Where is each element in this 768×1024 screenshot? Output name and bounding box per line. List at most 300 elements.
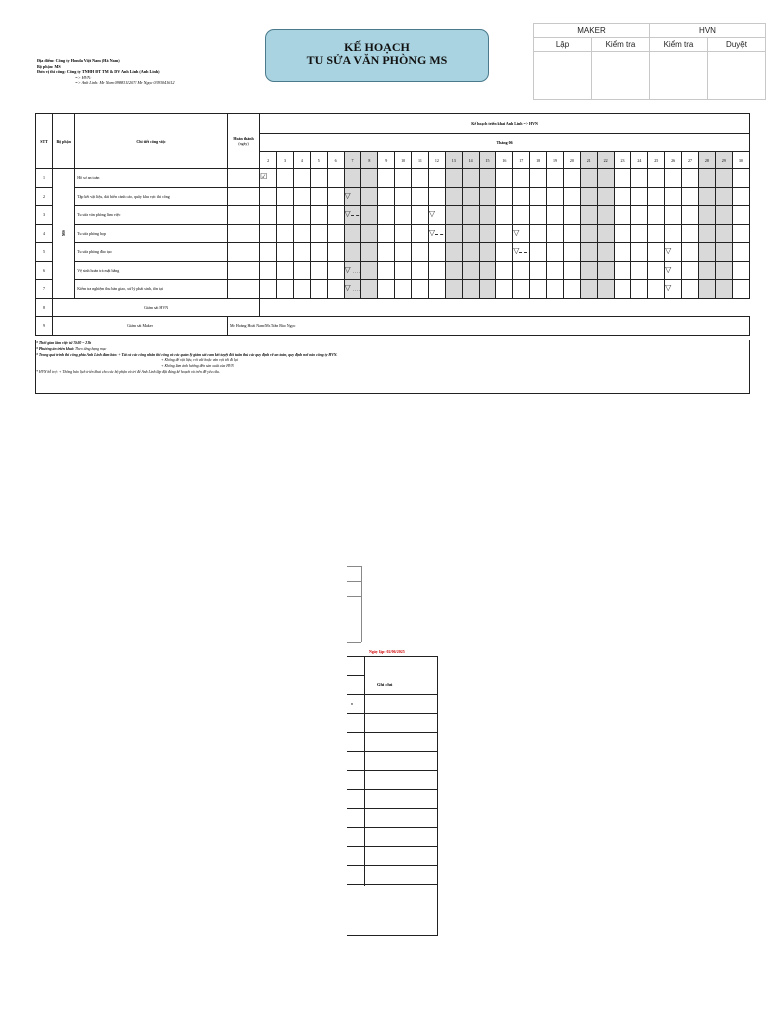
fragment-mark: n	[351, 701, 353, 706]
day-header: 30	[732, 152, 749, 169]
day-cell	[530, 243, 547, 262]
fragment-row-line	[347, 884, 438, 885]
day-cell	[327, 261, 344, 280]
table-row	[36, 224, 750, 243]
day-cell	[428, 224, 445, 243]
day-header: 28	[698, 152, 715, 169]
supervise-hvn-label: Giám sát HVN	[53, 298, 260, 317]
day-cell	[428, 243, 445, 262]
day-cell	[277, 206, 294, 225]
row-stt: 5	[36, 243, 53, 262]
task-duration	[227, 224, 259, 243]
task-duration	[227, 206, 259, 225]
day-header: 29	[715, 152, 732, 169]
day-cell	[344, 206, 361, 225]
signature-cell	[534, 52, 592, 100]
day-cell	[698, 224, 715, 243]
note-support: + Thông báo lịch triển khai cho các bộ phận và trí để Anh Linh lập đặt đúng kế hoạch và trên đề yêu cầu.	[58, 369, 220, 374]
day-cell	[327, 243, 344, 262]
day-cell	[395, 261, 412, 280]
milestone-triangle-icon: ▽	[344, 283, 351, 292]
day-cell	[698, 206, 715, 225]
day-cell	[310, 187, 327, 206]
header-plan: Kế hoạch triển khai Anh Linh => HVN	[260, 114, 750, 134]
approval-group-maker: MAKER	[534, 24, 650, 38]
day-header: 14	[462, 152, 479, 169]
supervise-hvn-cell	[260, 298, 750, 317]
day-cell	[580, 224, 597, 243]
day-header: 24	[631, 152, 648, 169]
milestone-triangle-icon: ▽	[513, 227, 520, 237]
day-cell	[344, 261, 361, 280]
day-cell	[563, 206, 580, 225]
day-cell	[277, 187, 294, 206]
day-cell	[496, 280, 513, 299]
table-row	[36, 169, 750, 188]
day-cell	[260, 224, 277, 243]
dept-ms: MS	[61, 229, 67, 236]
task-detail: Tập kết vật liệu, dải biển cảnh cáo, quây khu vực thi công	[75, 187, 228, 206]
notes-left-border	[35, 340, 36, 394]
task-detail: Kiểm tra nghiệm thu bàn giao, xử lý phát sinh, tồn tại	[75, 280, 228, 299]
row-stt: 9	[36, 317, 53, 336]
day-cell	[631, 224, 648, 243]
day-cell	[732, 187, 749, 206]
day-header: 5	[310, 152, 327, 169]
table-row	[36, 243, 750, 262]
day-cell	[479, 261, 496, 280]
day-cell	[614, 206, 631, 225]
day-header: 16	[496, 152, 513, 169]
day-cell	[715, 243, 732, 262]
supervise-maker-label: Giám sát Maker	[53, 317, 228, 336]
day-cell	[665, 224, 682, 243]
day-cell	[344, 243, 361, 262]
day-cell	[445, 206, 462, 225]
day-cell	[412, 243, 429, 262]
day-cell	[428, 261, 445, 280]
day-cell	[412, 206, 429, 225]
day-cell	[597, 224, 614, 243]
day-cell	[513, 280, 530, 299]
day-cell	[513, 261, 530, 280]
day-cell	[479, 187, 496, 206]
day-cell	[412, 169, 429, 188]
fragment-row-line	[347, 789, 438, 790]
day-cell	[496, 206, 513, 225]
day-header: 25	[648, 152, 665, 169]
day-cell	[547, 243, 564, 262]
day-cell	[361, 243, 378, 262]
day-cell	[597, 243, 614, 262]
day-cell	[648, 224, 665, 243]
day-cell	[530, 206, 547, 225]
day-cell	[310, 261, 327, 280]
table-row	[36, 187, 750, 206]
milestone-triangle-icon: ▽	[344, 209, 351, 218]
day-cell	[293, 206, 310, 225]
day-cell	[732, 280, 749, 299]
table-row	[36, 206, 750, 225]
day-cell	[614, 243, 631, 262]
fragment-line	[347, 642, 361, 643]
day-cell	[563, 187, 580, 206]
day-cell	[563, 224, 580, 243]
day-cell	[445, 187, 462, 206]
task-detail: Hồ sơ an toàn	[75, 169, 228, 188]
day-cell	[715, 280, 732, 299]
day-cell	[445, 261, 462, 280]
day-cell	[327, 187, 344, 206]
row-stt: 7	[36, 280, 53, 299]
day-cell	[563, 280, 580, 299]
day-header: 18	[530, 152, 547, 169]
day-header: 26	[665, 152, 682, 169]
day-cell	[614, 261, 631, 280]
day-cell	[327, 280, 344, 299]
day-cell	[412, 224, 429, 243]
day-cell	[715, 261, 732, 280]
day-cell	[496, 224, 513, 243]
notes-block	[36, 341, 338, 376]
day-cell	[682, 280, 699, 299]
day-cell	[479, 280, 496, 299]
task-detail: Tu sửa phòng họp	[75, 224, 228, 243]
day-cell	[293, 243, 310, 262]
signature-cell	[650, 52, 708, 100]
day-cell	[648, 187, 665, 206]
day-cell	[580, 243, 597, 262]
day-cell	[631, 280, 648, 299]
created-date: Ngày lập: 02/06/2025	[369, 649, 405, 654]
info-location: Địa điểm: Công ty Honda Việt Nam (Hà Nam)	[37, 58, 120, 63]
day-cell	[462, 224, 479, 243]
task-duration	[227, 187, 259, 206]
ghi-chu-header: Ghi chú	[377, 682, 393, 687]
day-cell	[682, 243, 699, 262]
day-cell	[378, 280, 395, 299]
day-cell	[682, 261, 699, 280]
approval-role: Lập	[534, 38, 592, 52]
day-cell	[513, 169, 530, 188]
day-cell	[361, 169, 378, 188]
task-duration	[227, 280, 259, 299]
fragment-row-line	[347, 846, 438, 847]
day-cell	[547, 169, 564, 188]
day-cell	[513, 224, 530, 243]
day-cell	[361, 206, 378, 225]
day-cell	[530, 224, 547, 243]
day-cell	[462, 169, 479, 188]
day-cell	[277, 224, 294, 243]
day-header: 2	[260, 152, 277, 169]
day-cell	[260, 206, 277, 225]
day-cell	[682, 169, 699, 188]
milestone-triangle-icon: ▽	[513, 246, 520, 255]
dept-cell	[53, 169, 75, 299]
day-cell	[631, 187, 648, 206]
task-detail: Tu sửa văn phòng làm việc	[75, 206, 228, 225]
day-header: 8	[361, 152, 378, 169]
day-cell	[479, 169, 496, 188]
note-commit-c: + Không làm ảnh hưởng đến sản xuất của HVN	[161, 364, 234, 369]
day-cell	[715, 224, 732, 243]
note-method-label: * Phương án triển khai:	[36, 346, 75, 351]
milestone-triangle-icon: ▽	[665, 246, 672, 255]
day-cell	[631, 261, 648, 280]
day-cell	[428, 280, 445, 299]
day-cell	[260, 169, 277, 188]
approval-role: Kiểm tra	[650, 38, 708, 52]
task-detail: Vệ sinh hoàn trả mặt bằng	[75, 261, 228, 280]
fragment-line	[347, 596, 361, 597]
fragment-row-line	[347, 808, 438, 809]
day-cell	[597, 169, 614, 188]
day-header: 12	[428, 152, 445, 169]
note-commit-label: * Trong quá trình thi công phía Anh Linh đảm bảo:	[36, 352, 118, 357]
day-cell	[395, 280, 412, 299]
fragment-row-line	[347, 675, 364, 676]
table-row	[36, 261, 750, 280]
day-cell	[277, 280, 294, 299]
note-commit-a: + Tất cả các công nhân thi công và các quản lý giám sát cam kết tuyệt đối tuân thủ các quy định về an toàn, quy định nơi nào công ty HVN.	[118, 352, 338, 357]
day-cell	[614, 224, 631, 243]
day-cell	[698, 169, 715, 188]
day-cell	[327, 224, 344, 243]
day-cell	[462, 206, 479, 225]
day-cell	[580, 169, 597, 188]
day-cell	[344, 187, 361, 206]
day-cell	[428, 169, 445, 188]
day-cell	[462, 243, 479, 262]
header-stt: STT	[36, 114, 53, 169]
milestone-triangle-icon: ▽	[665, 283, 672, 292]
day-cell	[378, 224, 395, 243]
day-cell	[665, 206, 682, 225]
day-cell	[715, 206, 732, 225]
task-duration	[227, 243, 259, 262]
day-cell	[293, 169, 310, 188]
day-cell	[361, 224, 378, 243]
day-cell	[378, 243, 395, 262]
day-cell	[732, 243, 749, 262]
supervise-maker-names: Mr Hoàng Hoài Nam/Mr.Trần Bảo Ngọc	[227, 317, 749, 336]
day-header: 17	[513, 152, 530, 169]
day-cell	[445, 169, 462, 188]
day-header: 3	[277, 152, 294, 169]
day-cell	[479, 224, 496, 243]
fragment-row-line	[347, 713, 438, 714]
day-header: 13	[445, 152, 462, 169]
info-hvn: => HVN:	[75, 74, 92, 80]
fragment-line	[361, 566, 362, 642]
day-cell	[479, 206, 496, 225]
day-cell	[563, 243, 580, 262]
day-cell	[462, 280, 479, 299]
day-cell	[260, 261, 277, 280]
day-cell	[378, 206, 395, 225]
day-cell	[530, 169, 547, 188]
day-cell	[361, 187, 378, 206]
day-cell	[682, 187, 699, 206]
task-detail: Tu sửa phòng đào tạo	[75, 243, 228, 262]
day-cell	[631, 169, 648, 188]
day-cell	[412, 187, 429, 206]
day-cell	[732, 261, 749, 280]
day-header: 19	[547, 152, 564, 169]
notes-bottom-border	[35, 393, 750, 394]
day-cell	[597, 280, 614, 299]
day-cell	[479, 243, 496, 262]
info-contact: => Anh Linh: Mr Nam 0988311207/ Mr Ngọc 0393041612	[75, 80, 175, 86]
note-support-label: * HVN hỗ trợ:	[36, 369, 58, 374]
day-cell	[277, 261, 294, 280]
day-cell	[395, 206, 412, 225]
day-cell	[580, 206, 597, 225]
day-cell	[395, 243, 412, 262]
table-row	[36, 280, 750, 299]
fragment-row-line	[347, 694, 438, 695]
day-cell	[665, 169, 682, 188]
day-cell	[665, 243, 682, 262]
day-cell	[547, 187, 564, 206]
day-cell	[428, 187, 445, 206]
day-cell	[513, 187, 530, 206]
day-header: 22	[597, 152, 614, 169]
checkbox-icon: ☑	[260, 172, 268, 181]
day-header: 11	[412, 152, 429, 169]
day-cell	[614, 280, 631, 299]
day-cell	[513, 243, 530, 262]
day-cell	[513, 206, 530, 225]
milestone-triangle-icon: ▽	[428, 209, 436, 218]
day-cell	[327, 169, 344, 188]
project-info	[37, 58, 174, 86]
day-header: 20	[563, 152, 580, 169]
plan-title-line2: TU SỬA VĂN PHÒNG MS	[306, 53, 448, 67]
day-cell	[631, 206, 648, 225]
day-cell	[277, 169, 294, 188]
day-cell	[293, 261, 310, 280]
row-stt: 3	[36, 206, 53, 225]
day-cell	[277, 243, 294, 262]
schedule-bar	[435, 234, 445, 235]
schedule-bar-light	[353, 272, 361, 273]
row-stt: 4	[36, 224, 53, 243]
fragment-row-line	[347, 770, 438, 771]
day-cell	[293, 224, 310, 243]
day-cell	[445, 243, 462, 262]
day-cell	[462, 187, 479, 206]
day-cell	[344, 280, 361, 299]
day-cell	[698, 243, 715, 262]
day-cell	[395, 187, 412, 206]
day-cell	[412, 280, 429, 299]
plan-title-box	[265, 29, 489, 82]
day-cell	[715, 187, 732, 206]
day-cell	[344, 224, 361, 243]
day-cell	[648, 206, 665, 225]
day-cell	[412, 261, 429, 280]
day-cell	[665, 280, 682, 299]
day-cell	[648, 169, 665, 188]
day-cell	[547, 206, 564, 225]
day-header: 4	[293, 152, 310, 169]
milestone-triangle-icon: ▽	[665, 264, 672, 274]
note-commit-b: + Không để vật liệu, rơi vãi hoặc văn vợt tới đi lại	[161, 358, 238, 363]
day-cell	[614, 187, 631, 206]
day-cell	[732, 206, 749, 225]
day-cell	[496, 187, 513, 206]
day-cell	[698, 261, 715, 280]
header-duration-label: Hoàn thành	[233, 136, 254, 141]
day-cell	[547, 261, 564, 280]
fragment-row-line	[347, 865, 438, 866]
note-hours: * Thời gian làm việc từ 7h30 ~ 21h	[36, 341, 92, 345]
day-header: 21	[580, 152, 597, 169]
day-header: 6	[327, 152, 344, 169]
approval-group-hvn: HVN	[650, 24, 766, 38]
fragment-row-line	[347, 751, 438, 752]
day-cell	[530, 280, 547, 299]
day-cell	[530, 261, 547, 280]
day-cell	[496, 261, 513, 280]
day-cell	[682, 224, 699, 243]
milestone-triangle-icon: ▽	[428, 227, 436, 237]
approval-table	[533, 23, 766, 100]
day-cell	[597, 206, 614, 225]
day-header: 15	[479, 152, 496, 169]
info-contractor: Đơn vị thi công: Công ty TNHH ĐT TM & DV Anh Linh (Anh Linh)	[37, 69, 160, 75]
day-cell	[563, 261, 580, 280]
day-cell	[648, 261, 665, 280]
day-cell	[665, 261, 682, 280]
day-cell	[327, 206, 344, 225]
note-method: Theo từng hạng mục	[75, 346, 107, 351]
day-cell	[715, 169, 732, 188]
day-cell	[648, 280, 665, 299]
signature-cell	[708, 52, 766, 100]
info-department: Bộ phận: MS	[37, 63, 61, 69]
day-cell	[698, 280, 715, 299]
schedule-bar	[519, 252, 529, 253]
day-cell	[310, 169, 327, 188]
day-cell	[445, 280, 462, 299]
day-cell	[682, 206, 699, 225]
day-cell	[530, 187, 547, 206]
fragment-row-line	[347, 732, 438, 733]
day-cell	[665, 187, 682, 206]
milestone-triangle-icon: ▽	[344, 264, 351, 274]
approval-role: Duyệt	[708, 38, 766, 52]
milestone-triangle-icon: ▽	[344, 190, 351, 200]
day-cell	[378, 169, 395, 188]
header-detail: Chi tiết công việc	[75, 114, 228, 169]
day-cell	[395, 169, 412, 188]
task-duration	[227, 169, 259, 188]
day-cell	[496, 169, 513, 188]
day-cell	[698, 187, 715, 206]
day-cell	[496, 243, 513, 262]
header-month: Tháng 06	[260, 134, 750, 152]
day-cell	[293, 280, 310, 299]
task-duration	[227, 261, 259, 280]
schedule-bar-light	[353, 290, 361, 291]
day-cell	[732, 224, 749, 243]
day-cell	[310, 224, 327, 243]
day-cell	[631, 243, 648, 262]
notes-right-border	[749, 340, 750, 394]
